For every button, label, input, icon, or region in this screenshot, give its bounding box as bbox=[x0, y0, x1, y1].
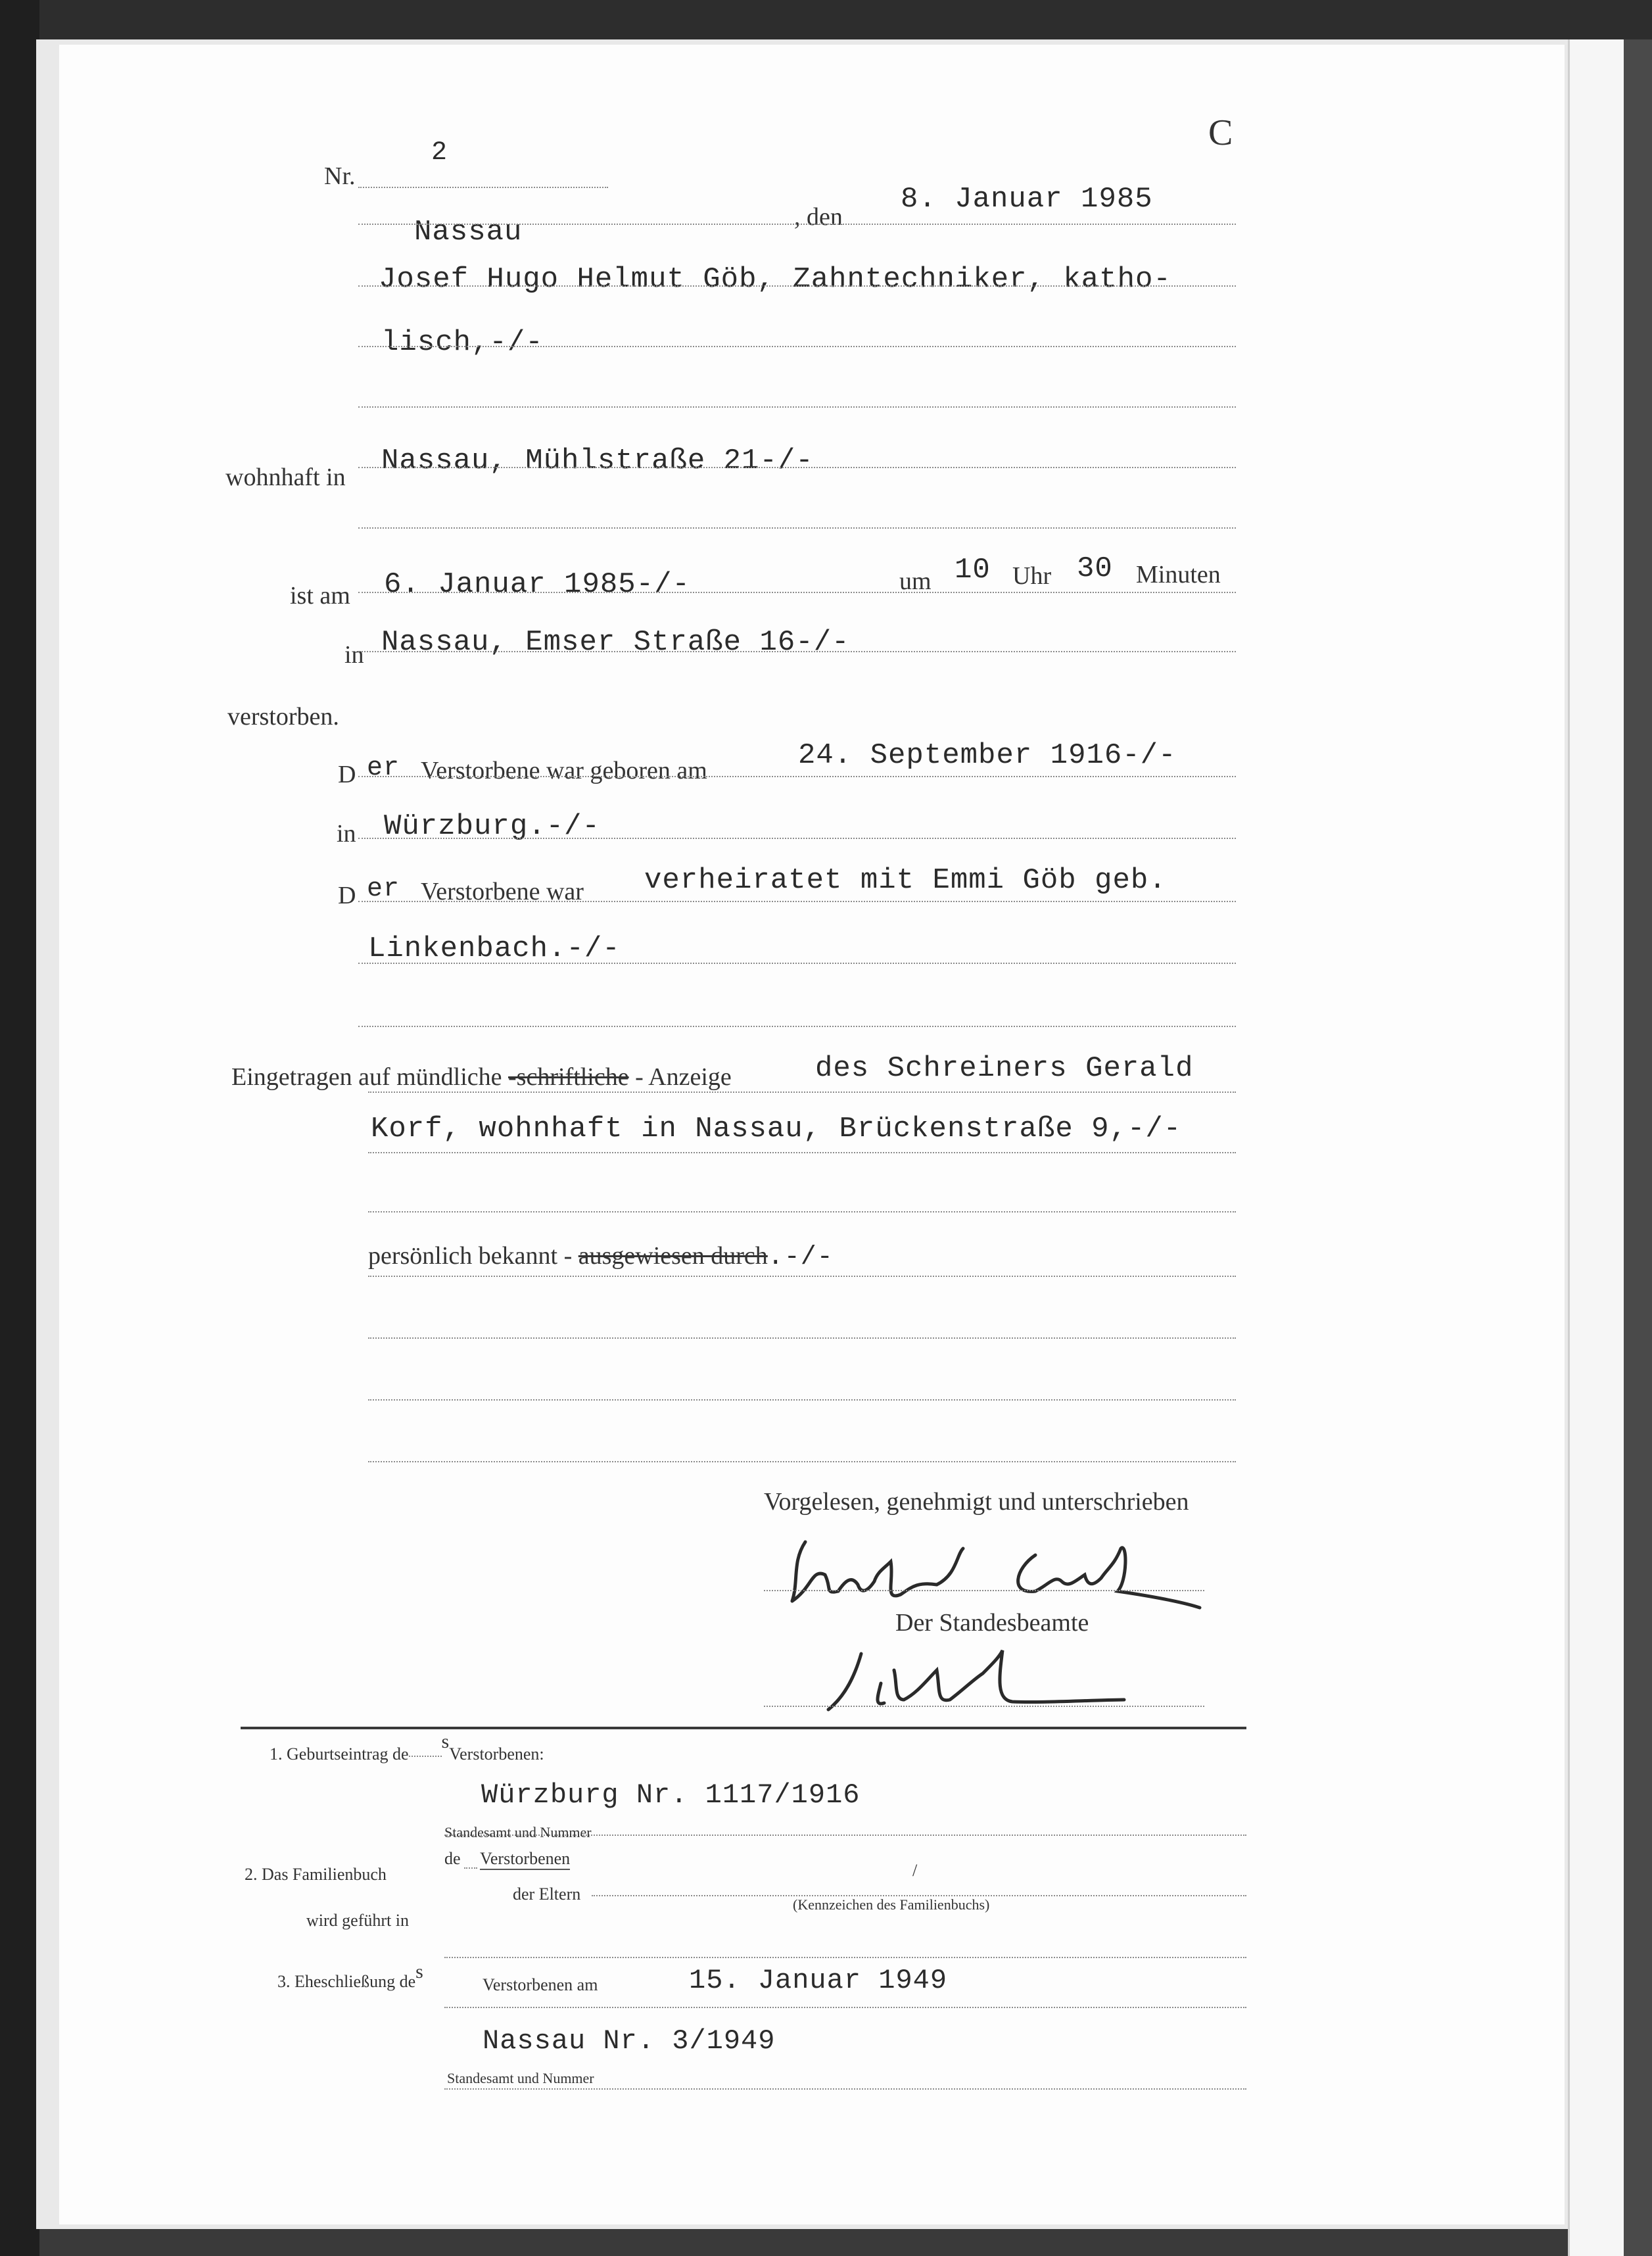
blank-rule-2 bbox=[368, 1399, 1236, 1401]
marriage-d-label: D bbox=[338, 882, 356, 909]
footer-item3-rule-2 bbox=[444, 2088, 1246, 2090]
place-value: Nassau bbox=[414, 216, 523, 249]
footer-item2-rule-2 bbox=[444, 1957, 1246, 1958]
birth-er-fill: er bbox=[367, 754, 400, 783]
report-label bbox=[231, 1063, 732, 1092]
declarant-line2: lisch,-/- bbox=[381, 326, 544, 359]
birth-text-label: Verstorbene war geboren am bbox=[421, 757, 707, 784]
residence-rule bbox=[358, 467, 1236, 468]
ist-am-label: ist am bbox=[290, 582, 350, 610]
den-label: , den bbox=[794, 203, 843, 231]
marriage-line1-rule bbox=[358, 901, 1236, 902]
death-date-rule bbox=[358, 592, 1236, 593]
registrar-signature-rule bbox=[764, 1706, 1204, 1707]
birth-date: 24. September 1916-/- bbox=[798, 739, 1177, 772]
declarant-line3-rule bbox=[358, 406, 1236, 408]
declarant-line2-rule bbox=[358, 346, 1236, 347]
footer-item3-s: s bbox=[415, 1961, 423, 1982]
footer-item2-rule bbox=[592, 1895, 1246, 1896]
footer-item2-de-dots bbox=[464, 1867, 477, 1869]
footer-item1-value: Würzburg Nr. 1117/1916 bbox=[481, 1779, 861, 1811]
footer-item2-wird: wird geführt in bbox=[306, 1911, 409, 1930]
uhr-label: Uhr bbox=[1012, 562, 1052, 590]
approval-text: Vorgelesen, genehmigt und unterschrieben bbox=[764, 1488, 1189, 1516]
footer-item1-caption: Standesamt und Nummer bbox=[444, 1824, 592, 1840]
header-line bbox=[358, 224, 1236, 225]
death-date: 6. Januar 1985-/- bbox=[384, 568, 690, 601]
death-in-label: in bbox=[344, 641, 364, 669]
declarant-signature-rule bbox=[764, 1590, 1204, 1591]
report-label-struck: -schriftliche bbox=[508, 1063, 629, 1091]
footer-item3-date: 15. Januar 1949 bbox=[689, 1965, 948, 1996]
death-place: Nassau, Emser Straße 16-/- bbox=[381, 626, 850, 659]
um-label: um bbox=[899, 567, 932, 595]
nr-line bbox=[358, 187, 608, 188]
report-line2: Korf, wohnhaft in Nassau, Brückenstraße 9,-/- bbox=[371, 1113, 1182, 1145]
report-line3-rule bbox=[368, 1211, 1236, 1212]
birth-place-rule bbox=[358, 838, 1236, 839]
nr-value: 2 bbox=[431, 138, 448, 168]
footer-item1-label bbox=[270, 1731, 544, 1765]
marriage-line1: verheiratet mit Emmi Göb geb. bbox=[644, 864, 1167, 897]
residence-value: Nassau, Mühlstraße 21-/- bbox=[381, 444, 814, 477]
footer-item1-label-text: 1. Geburtseintrag de bbox=[270, 1744, 409, 1764]
identity-line bbox=[368, 1241, 834, 1272]
footer-item2-verstorbenen: Verstorbenen bbox=[480, 1849, 570, 1870]
identity-suffix: .-/- bbox=[767, 1243, 834, 1272]
birth-place: Würzburg.-/- bbox=[384, 810, 600, 843]
residence-rule-2 bbox=[358, 527, 1236, 529]
footer-item1-suffix: Verstorbenen: bbox=[449, 1744, 544, 1764]
birth-date-rule bbox=[358, 776, 1236, 777]
marriage-er-fill: er bbox=[367, 875, 400, 904]
book-spine bbox=[0, 0, 39, 2256]
footer-item2-slash: / bbox=[912, 1861, 918, 1880]
report-label-end: - Anzeige bbox=[635, 1063, 732, 1091]
identity-rule bbox=[368, 1276, 1236, 1277]
blank-rule-3 bbox=[368, 1461, 1236, 1462]
verstorben-label: verstorben. bbox=[227, 703, 339, 731]
footer-item3-value: Nassau Nr. 3/1949 bbox=[483, 2025, 776, 2057]
footer-item2-label: 2. Das Familienbuch bbox=[245, 1865, 387, 1884]
corner-letter: C bbox=[1208, 112, 1233, 153]
footer-item3-label bbox=[277, 1961, 423, 1992]
footer-item3-rule bbox=[444, 2007, 1246, 2008]
report-line2-rule bbox=[368, 1152, 1236, 1153]
footer-item2-kennzeichen: (Kennzeichen des Familienbuchs) bbox=[793, 1896, 990, 1913]
footer-divider bbox=[241, 1727, 1246, 1729]
minuten-label: Minuten bbox=[1136, 561, 1221, 588]
marriage-line2: Linkenbach.-/- bbox=[368, 932, 621, 965]
birth-d-label: D bbox=[338, 761, 356, 788]
declarant-signature bbox=[786, 1529, 1206, 1621]
birth-in-label: in bbox=[337, 820, 356, 848]
footer-item3-caption: Standesamt und Nummer bbox=[447, 2070, 594, 2086]
declarant-line1-rule bbox=[358, 285, 1236, 287]
marriage-line3-rule bbox=[358, 1026, 1236, 1027]
footer-item2-eltern: der Eltern bbox=[513, 1884, 581, 1904]
header-date: 8. Januar 1985 bbox=[901, 183, 1153, 216]
nr-label: Nr. bbox=[324, 162, 356, 190]
scan-background-right bbox=[1624, 39, 1652, 2256]
identity-struck: ausgewiesen durch bbox=[578, 1242, 768, 1270]
registrar-label: Der Standesbeamte bbox=[895, 1609, 1089, 1637]
report-line1-rule bbox=[368, 1092, 1236, 1093]
report-line1: des Schreiners Gerald bbox=[815, 1052, 1194, 1085]
death-minutes: 30 bbox=[1077, 552, 1113, 585]
footer-item3-label-text: 3. Eheschließung de bbox=[277, 1972, 416, 1991]
residence-label: wohnhaft in bbox=[225, 464, 346, 491]
footer-item3-suffix: Verstorbenen am bbox=[483, 1975, 598, 1994]
report-label-start: Eingetragen auf mündliche bbox=[231, 1063, 502, 1091]
death-hour: 10 bbox=[955, 554, 991, 587]
declarant-line1: Josef Hugo Helmut Göb, Zahntechniker, katho- bbox=[379, 263, 1171, 296]
footer-item2-de: de bbox=[444, 1849, 461, 1868]
marriage-text-label: Verstorbene war bbox=[421, 878, 584, 905]
death-place-rule bbox=[358, 651, 1236, 652]
marriage-line2-rule bbox=[358, 963, 1236, 964]
blank-rule-1 bbox=[368, 1337, 1236, 1339]
identity-label: persönlich bekannt - bbox=[368, 1242, 573, 1270]
footer-item1-s: s bbox=[441, 1731, 450, 1752]
